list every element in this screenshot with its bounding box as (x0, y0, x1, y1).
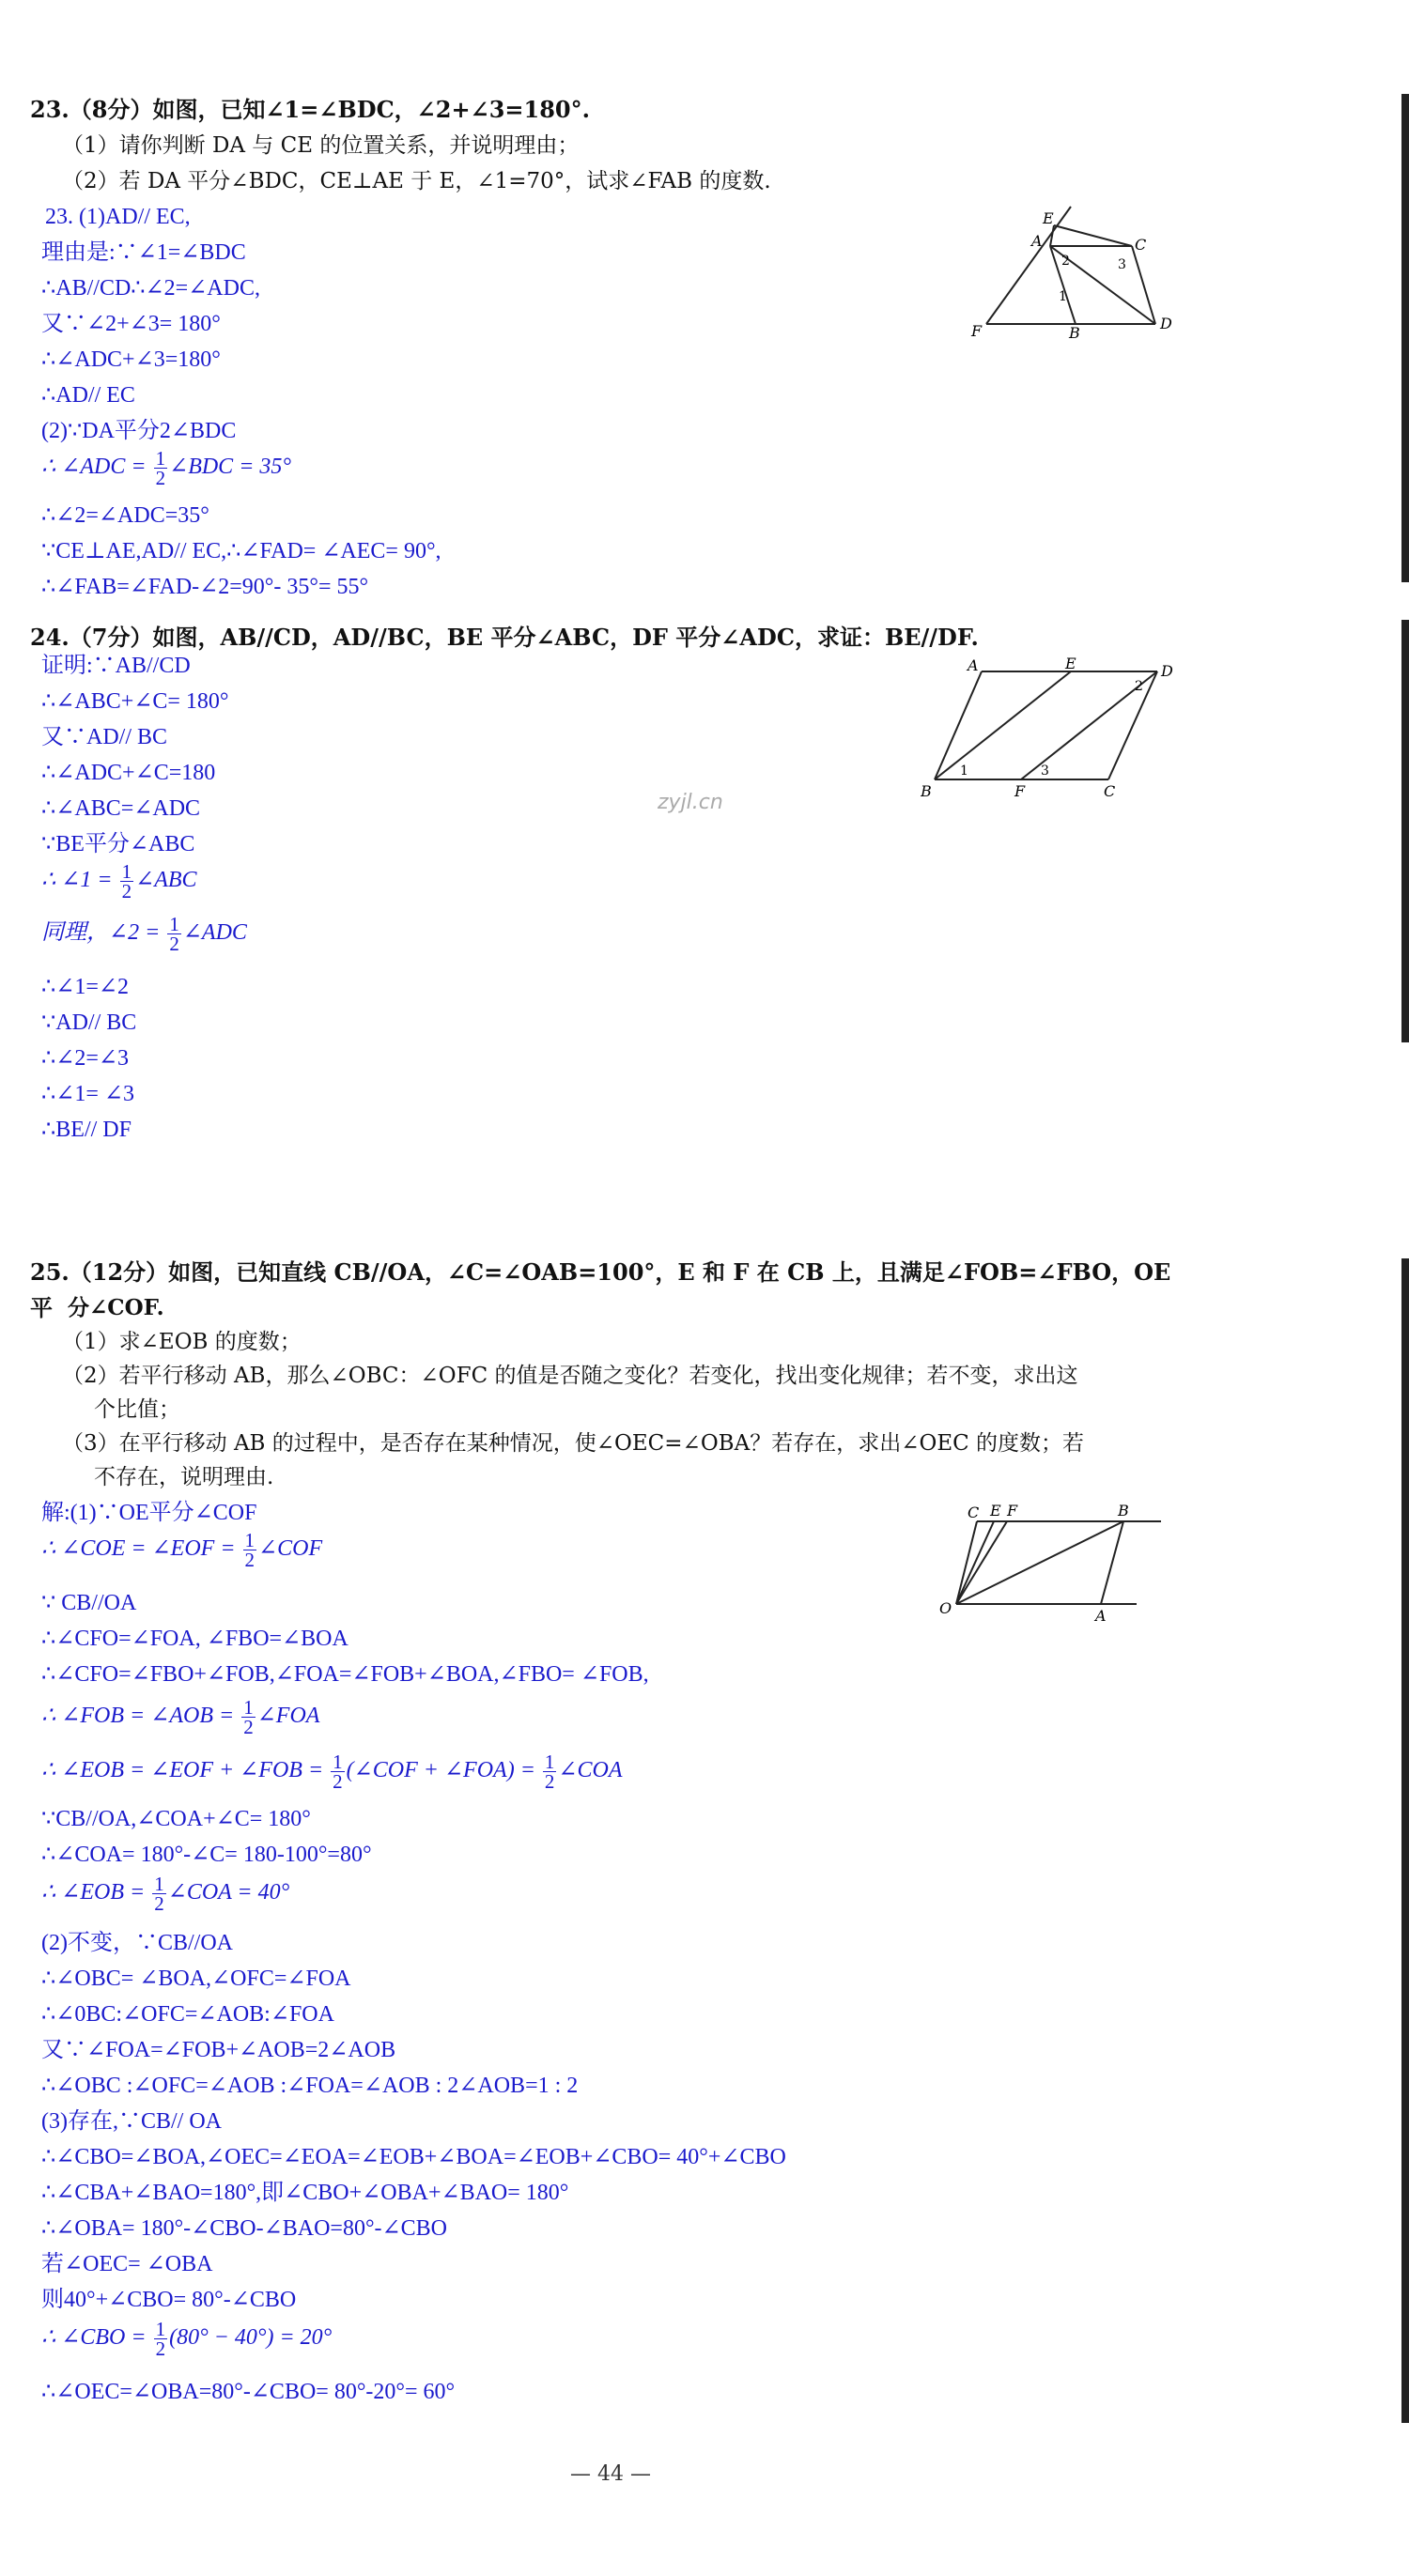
answer-23-line: ∴AD// EC (41, 383, 135, 408)
answer-24-line: ∴BE// DF (41, 1118, 132, 1142)
answer-23-line: ∴AB//CD∴∠2=∠ADC, (41, 276, 260, 301)
fraction: $\frac{1}{2}$ (154, 1873, 164, 1915)
figure-23 (968, 197, 1193, 338)
answer-24-line: ∵BE平分∠ABC (41, 832, 195, 856)
answer-23-line: ∵CE⊥AE,AD// EC,∴∠FAD= ∠AEC= 90°, (41, 539, 441, 563)
answer-25-line: ∴∠CBO=∠BOA,∠OEC=∠EOA=∠EOB+∠BOA=∠EOB+∠CBO= 40°+∠CBO (41, 2145, 786, 2169)
label-B: B (1118, 1503, 1129, 1519)
label-E: E (1065, 657, 1076, 672)
fraction: $\frac{1}{2}$ (244, 1529, 255, 1571)
label-A: A (1031, 232, 1043, 250)
answer-24-line: ∵AD// BC (41, 1010, 137, 1035)
problem-23-title: 23.（8分）如图，已知∠1=∠BDC，∠2+∠3=180°. (30, 96, 590, 123)
figure-25 (939, 1503, 1174, 1625)
answer-25-fraction-line: ∴ ∠COE = ∠EOF = $\frac{1}{2}$ ∠COF (41, 1529, 323, 1571)
label-F: F (1014, 782, 1026, 798)
answer-25-line: ∵CB//OA,∠COA+∠C= 180° (41, 1807, 311, 1831)
label-C: C (1104, 782, 1116, 798)
answer-25-fraction-line: ∴ ∠EOB = $\frac{1}{2}$ ∠COA = 40° (41, 1873, 290, 1915)
label-D: D (1161, 662, 1173, 680)
answer-25-line: ∴∠CBA+∠BAO=180°,即∠CBO+∠OBA+∠BAO= 180° (41, 2181, 569, 2205)
problem-23-q2: （2）若 DA 平分∠BDC，CE⊥AE 于 E，∠1=70°，试求∠FAB 的度数. (62, 169, 771, 193)
problem-25-q1: （1）求∠EOB 的度数； (62, 1330, 302, 1354)
answer-24-line: 又∵AD// BC (41, 725, 168, 749)
answer-25-line: ∴∠0BC:∠OFC=∠AOB:∠FOA (41, 2002, 334, 2027)
problem-25-q2: （2）若平行移动 AB，那么∠OBC：∠OFC 的值是否随之变化？若变化，找出变化规律；若不变，求出这 (62, 1364, 1078, 1388)
fraction: $\frac{1}{2}$ (544, 1751, 555, 1793)
answer-23-line: 又∵∠2+∠3= 180° (41, 312, 221, 336)
answer-24-fraction-line: ∴ ∠1 = $\frac{1}{2}$ ∠ABC (41, 860, 197, 902)
label-angle-1: 1 (1059, 289, 1067, 304)
answer-25-line: ∴∠COA= 180°-∠C= 180-100°=80° (41, 1843, 372, 1867)
answer-24-line: ∴∠1= ∠3 (41, 1082, 135, 1106)
problem-25-title: 25.（12分）如图，已知直线 CB//OA，∠C=∠OAB=100°，E 和 F 在 CB 上，且满足∠FOB=∠FBO，OE 平 (30, 1258, 1171, 1321)
label-angle-3: 3 (1118, 257, 1126, 272)
fraction: $\frac{1}{2}$ (155, 2318, 166, 2360)
answer-23-line: (2)∵DA平分2∠BDC (41, 419, 237, 443)
label-A: A (968, 657, 979, 674)
label-angle-1: 1 (960, 764, 968, 779)
answer-25-line: 解:(1)∵OE平分∠COF (41, 1501, 257, 1525)
label-E: E (990, 1503, 1001, 1519)
answer-23-line: ∴∠2=∠ADC=35° (41, 503, 209, 528)
label-B: B (1069, 324, 1080, 338)
label-C: C (1135, 236, 1147, 254)
answer-25-line: (3)存在,∵CB// OA (41, 2109, 222, 2134)
watermark: zyjl.cn (658, 791, 723, 814)
label-angle-2: 2 (1061, 254, 1070, 269)
label-F: F (1007, 1503, 1018, 1519)
fraction: $\frac{1}{2}$ (333, 1751, 343, 1793)
scan-edge-bar (1401, 94, 1409, 582)
problem-24-title: 24.（7分）如图，AB//CD，AD//BC，BE 平分∠ABC，DF 平分∠ADC，求证：BE//DF. (30, 624, 979, 651)
answer-25-fraction-line: ∴ ∠EOB = ∠EOF + ∠FOB = $\frac{1}{2}$ (∠COF + ∠FOA) = $\frac{1}{2}$ ∠COA (41, 1751, 623, 1793)
answer-25-line: ∴∠OBA= 180°-∠CBO-∠BAO=80°-∠CBO (41, 2216, 447, 2241)
answer-25-line: 则40°+∠CBO= 80°-∠CBO (41, 2288, 297, 2312)
label-A: A (1095, 1607, 1107, 1625)
label-C: C (968, 1504, 980, 1521)
problem-25-q3-cont: 不存在，说明理由. (94, 1465, 274, 1489)
answer-24-line: ∴∠1=∠2 (41, 975, 130, 999)
answer-24-line: 证明:∵AB//CD (41, 654, 191, 678)
fraction: $\frac{1}{2}$ (243, 1696, 254, 1738)
problem-25-title-cont: 分∠COF. (68, 1295, 164, 1320)
problem-23-q1: （1）请你判断 DA 与 CE 的位置关系，并说明理由； (62, 133, 580, 158)
label-angle-3: 3 (1041, 764, 1049, 779)
answer-25-line: ∴∠OBC :∠OFC=∠AOB :∠FOA=∠AOB : 2∠AOB=1 : 2 (41, 2074, 579, 2098)
problem-25-q2-cont: 个比值； (94, 1397, 180, 1422)
answer-25-line: ∴∠CFO=∠FOA, ∠FBO=∠BOA (41, 1627, 348, 1651)
fraction: $\frac{1}{2}$ (169, 913, 179, 955)
answer-23-fraction-line: ∴ ∠ADC = $\frac{1}{2}$ ∠BDC = 35° (41, 447, 291, 489)
label-O: O (939, 1599, 952, 1617)
answer-23-line: ∴∠ADC+∠3=180° (41, 347, 221, 372)
answer-25-line: ∵ CB//OA (41, 1591, 137, 1615)
fraction: $\frac{1}{2}$ (155, 447, 166, 489)
answer-23-line: 23. (1)AD// EC, (45, 205, 191, 229)
problem-25-q3: （3）在平行移动 AB 的过程中，是否存在某种情况，使∠OEC=∠OBA？若存在，求出∠OEC 的度数；若 (62, 1431, 1085, 1456)
answer-25-line: ∴∠OBC= ∠BOA,∠OFC=∠FOA (41, 1967, 351, 1991)
answer-24-line: ∴∠2=∠3 (41, 1046, 130, 1071)
scan-edge-bar (1401, 620, 1409, 1042)
answer-25-fraction-line: ∴ ∠FOB = ∠AOB = $\frac{1}{2}$ ∠FOA (41, 1696, 320, 1738)
answer-25-line: ∴∠CFO=∠FBO+∠FOB,∠FOA=∠FOB+∠BOA,∠FBO= ∠FOB, (41, 1662, 649, 1687)
answer-25-fraction-line: ∴ ∠CBO = $\frac{1}{2}$ (80° − 40°) = 20° (41, 2318, 333, 2360)
answer-23-line: 理由是:∵∠1=∠BDC (41, 240, 246, 265)
label-B: B (921, 782, 932, 798)
figure-24 (921, 657, 1174, 798)
label-D: D (1160, 315, 1172, 332)
label-E: E (1043, 209, 1054, 227)
fraction: $\frac{1}{2}$ (121, 860, 132, 902)
answer-25-line: ∴∠OEC=∠OBA=80°-∠CBO= 80°-20°= 60° (41, 2380, 456, 2404)
answer-23-line: ∴∠FAB=∠FAD-∠2=90°- 35°= 55° (41, 575, 369, 599)
answer-24-fraction-line: 同理，∠2 = $\frac{1}{2}$ ∠ADC (41, 913, 247, 955)
label-F: F (971, 322, 983, 338)
answer-24-line: ∴∠ABC+∠C= 180° (41, 689, 229, 714)
answer-24-line: ∴∠ABC=∠ADC (41, 796, 201, 821)
answer-25-line: 若∠OEC= ∠OBA (41, 2252, 213, 2276)
answer-25-line: 又∵∠FOA=∠FOB+∠AOB=2∠AOB (41, 2038, 396, 2062)
answer-25-line: (2)不变，∵CB//OA (41, 1931, 233, 1955)
label-angle-2: 2 (1135, 679, 1143, 694)
answer-24-line: ∴∠ADC+∠C=180 (41, 761, 216, 785)
page-number: — 44 — (570, 2462, 651, 2486)
scan-edge-bar (1401, 1258, 1409, 2423)
